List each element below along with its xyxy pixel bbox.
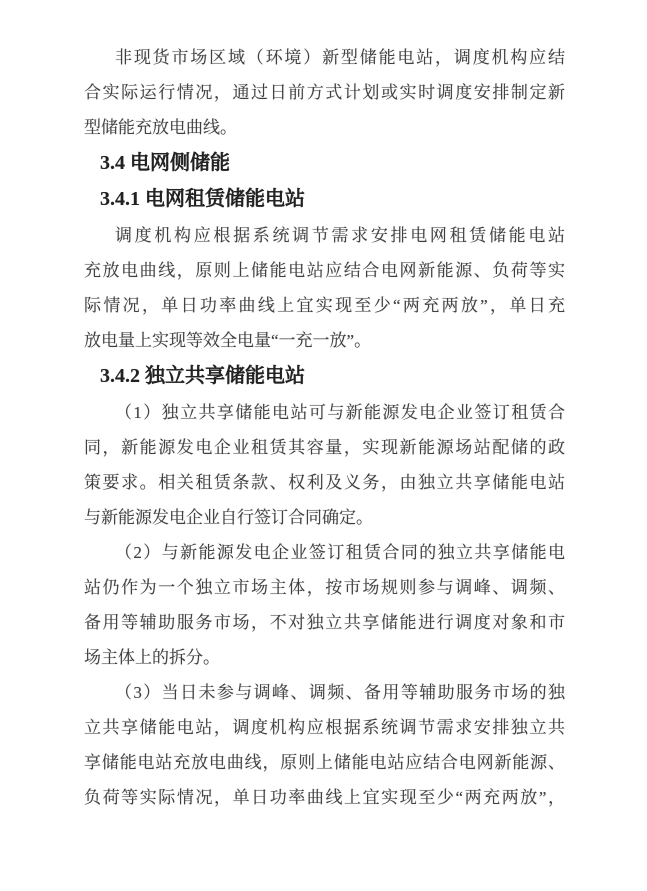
text-line: 备用等辅助服务市场，不对独立共享储能进行调度对象和市 (84, 613, 565, 632)
paragraph-3-4-2-item1 (84, 395, 565, 535)
text-line: （3）当日未参与调峰、调频、备用等辅助服务市场的独 (115, 683, 565, 702)
text-line: 站仍作为一个独立市场主体，按市场规则参与调峰、调频、 (84, 578, 565, 597)
text-line: （1）独立共享储能电站可与新能源发电企业签订租赁合 (115, 403, 565, 422)
text-line: 负荷等实际情况，单日功率曲线上宜实现至少“两充两放”， (84, 788, 565, 807)
text-line: 与新能源发电企业自行签订合同确定。 (84, 508, 373, 527)
paragraph-3-4-1 (84, 218, 565, 358)
text-line: 际情况，单日功率曲线上宜实现至少“两充两放”，单日充 (84, 296, 565, 315)
text-line: 非现货市场区域（环境）新型储能电站，调度机构应结 (115, 48, 565, 67)
text-line: 调度机构应根据系统调节需求安排电网租赁储能电站 (115, 226, 565, 245)
text-line: 合实际运行情况，通过日前方式计划或实时调度安排制定新 (84, 83, 565, 102)
heading-3-4: 3.4 电网侧储能 (100, 152, 230, 174)
paragraph-3-4-2-item3 (84, 675, 565, 815)
text-line: （2）与新能源发电企业签订租赁合同的独立共享储能电 (115, 543, 565, 562)
text-line: 型储能充放电曲线。 (84, 118, 237, 137)
text-line: 放电量上实现等效全电量“一充一放”。 (84, 331, 372, 350)
text-line: 享储能电站充放电曲线，原则上储能电站应结合电网新能源、 (84, 753, 565, 772)
paragraph-3-4-2-item2 (84, 535, 565, 675)
text-line: 立共享储能电站，调度机构应根据系统调节需求安排独立共 (84, 718, 565, 737)
heading-3-4-2: 3.4.2 独立共享储能电站 (100, 365, 305, 387)
text-line: 同，新能源发电企业租赁其容量，实现新能源场站配储的政 (84, 438, 565, 457)
text-line: 充放电曲线，原则上储能电站应结合电网新能源、负荷等实 (84, 261, 565, 280)
paragraph-intro (84, 40, 565, 145)
text-line: 场主体上的拆分。 (84, 648, 220, 667)
heading-3-4-1: 3.4.1 电网租赁储能电站 (100, 188, 305, 210)
text-line: 策要求。相关租赁条款、权利及义务，由独立共享储能电站 (84, 473, 565, 492)
